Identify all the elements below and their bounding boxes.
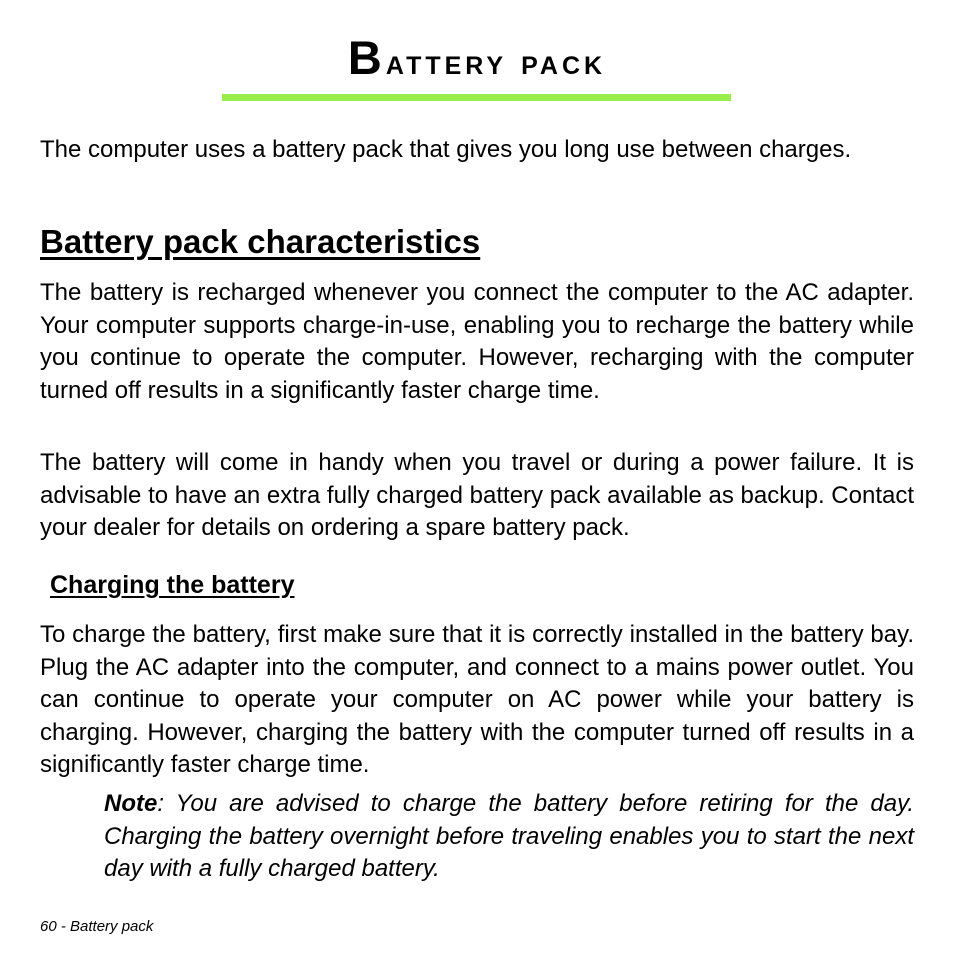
note-label: Note [104, 790, 158, 817]
subsection-heading: Charging the battery [50, 571, 295, 599]
section-paragraph-2: The battery will come in handy when you travel or during a power failure. It is advisable to have an extra fully charged battery pack available as backup. Contact your dealer for details on ordering a spare battery pack. [40, 449, 914, 541]
intro-paragraph: The computer uses a battery pack that gives you long use between charges. [40, 136, 852, 163]
page-footer: 60 - Battery pack [40, 918, 154, 935]
section-paragraph-1: The battery is recharged whenever you connect the computer to the AC adapter. Your computer supports charge-in-use, enabling you to recharge the battery while you continue to operate the computer. However, recharging with the computer turned off results in a significantly faster charge time. [40, 279, 914, 404]
section-heading: Battery pack characteristics [40, 223, 481, 260]
note-text: : You are advised to charge the battery before retiring for the day. Charging the battery overnight before traveling enables you to start the next day with a fully charged battery. [104, 790, 914, 882]
note-block [104, 788, 914, 886]
page-title-rest: attery pack [385, 41, 607, 82]
title-underline-bar [222, 94, 731, 101]
subsection-paragraph: To charge the battery, first make sure that it is correctly installed in the battery bay. Plug the AC adapter into the computer, and connect to a mains power outlet. You can continue to operate your computer on AC power while your battery is charging. However, charging the battery with the computer turned off results in a significantly faster charge time. [40, 621, 914, 778]
page-title [0, 30, 954, 86]
page-title-initial: B [347, 31, 386, 84]
